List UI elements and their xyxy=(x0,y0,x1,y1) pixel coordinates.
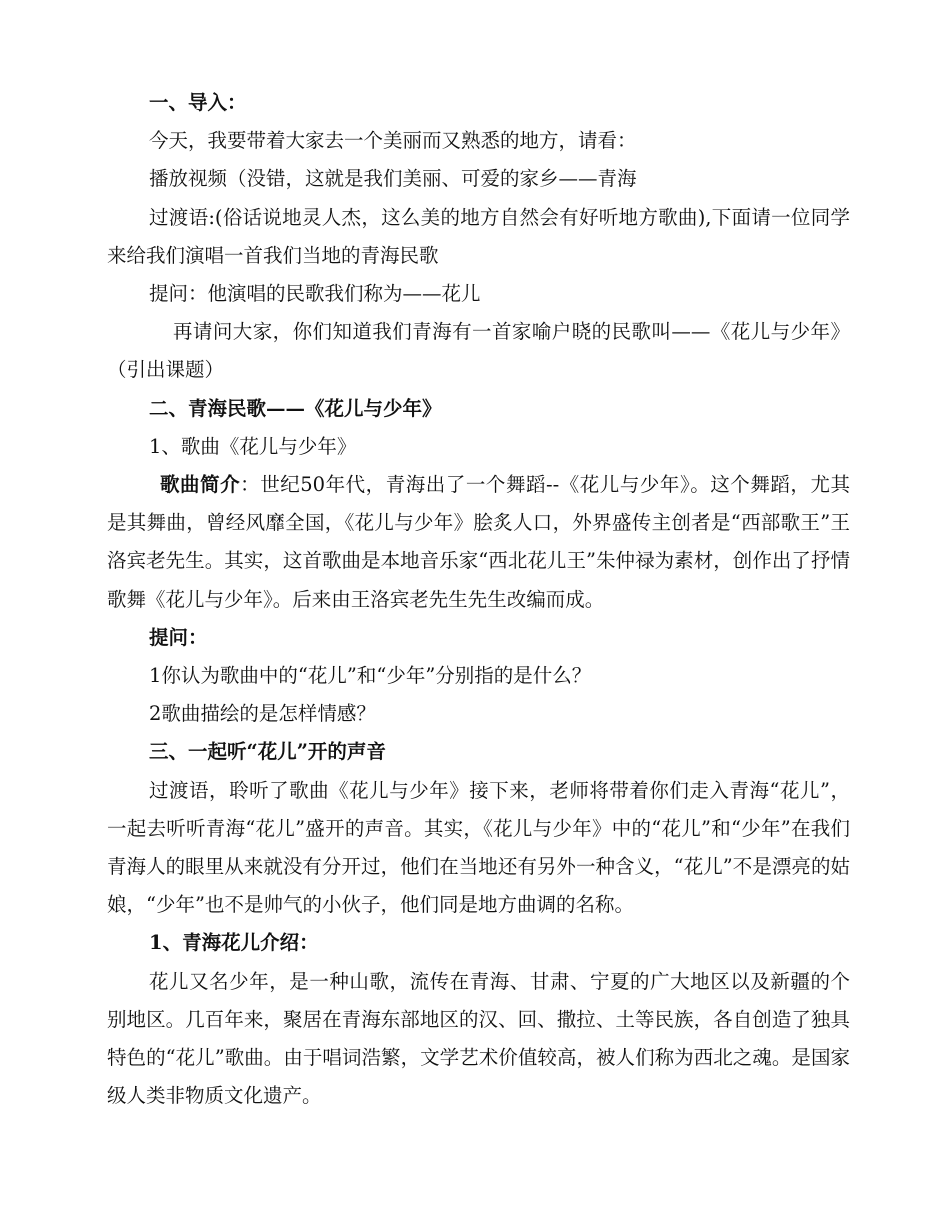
paragraph: 播放视频（没错，这就是我们美丽、可爱的家乡——青海 xyxy=(149,167,637,191)
section-heading-listen: 三、一起听“花儿”开的声音 xyxy=(149,740,386,764)
paragraph: 花儿又名少年，是一种山歌，流传在青海、甘肃、宁夏的广大地区以及新疆的个别地区。几百年来，聚居在青海东部地区的汉、回、撒拉、土等民族，各自创造了独具特色的“花儿”歌曲。由于唱词浩繁，文学艺术价值较高，被人们称为西北之魂。是国家级人类非物质文化遗产。 xyxy=(107,969,850,1108)
paragraph: 1、歌曲《花儿与少年》 xyxy=(149,434,357,458)
paragraph: 再请问大家，你们知道我们青海有一首家喻户晓的民歌叫——《花儿与少年》（引出课题） xyxy=(107,320,850,382)
document-body xyxy=(107,84,850,1115)
paragraph: 提问：他演唱的民歌我们称为——花儿 xyxy=(149,282,481,306)
paragraph: 过渡语:(俗话说地灵人杰，这么美的地方自然会有好听地方歌曲),下面请一位同学来给我们演唱一首我们当地的青海民歌 xyxy=(107,205,850,267)
paragraph: 过渡语，聆听了歌曲《花儿与少年》接下来，老师将带着你们走入青海“花儿”，一起去听听青海“花儿”盛开的声音。其实，《花儿与少年》中的“花儿”和“少年”在我们青海人的眼里从来就没有分开过，他们在当地还有另外一种含义，“花儿”不是漂亮的姑娘，“少年”也不是帅气的小伙子，他们同是地方曲调的名称。 xyxy=(107,778,850,917)
song-intro-paragraph xyxy=(107,466,850,619)
song-intro-text: ：世纪50年代，青海出了一个舞蹈--《花儿与少年》。这个舞蹈，尤其是其舞曲，曾经风靡全国，《花儿与少年》脍炙人口，外界盛传主创者是“西部歌王”王洛宾老先生。其实，这首歌曲是本地音乐家“西北花儿王”朱仲禄为素材，创作出了抒情歌舞《花儿与少年》。后来由王洛宾老先生先生改编而成。 xyxy=(107,473,850,611)
question-item: 1你认为歌曲中的“花儿”和“少年”分别指的是什么？ xyxy=(149,664,592,688)
section-heading-intro: 一、导入： xyxy=(149,91,247,114)
subsection-heading: 1、青海花儿介绍： xyxy=(149,931,319,955)
song-intro-label: 歌曲简介 xyxy=(160,473,241,497)
section-heading-song: 二、青海民歌——《花儿与少年》 xyxy=(149,396,442,420)
paragraph: 今天，我要带着大家去一个美丽而又熟悉的地方，请看： xyxy=(149,129,637,153)
question-item: 2歌曲描绘的是怎样情感？ xyxy=(149,702,376,726)
question-label: 提问： xyxy=(149,625,208,649)
